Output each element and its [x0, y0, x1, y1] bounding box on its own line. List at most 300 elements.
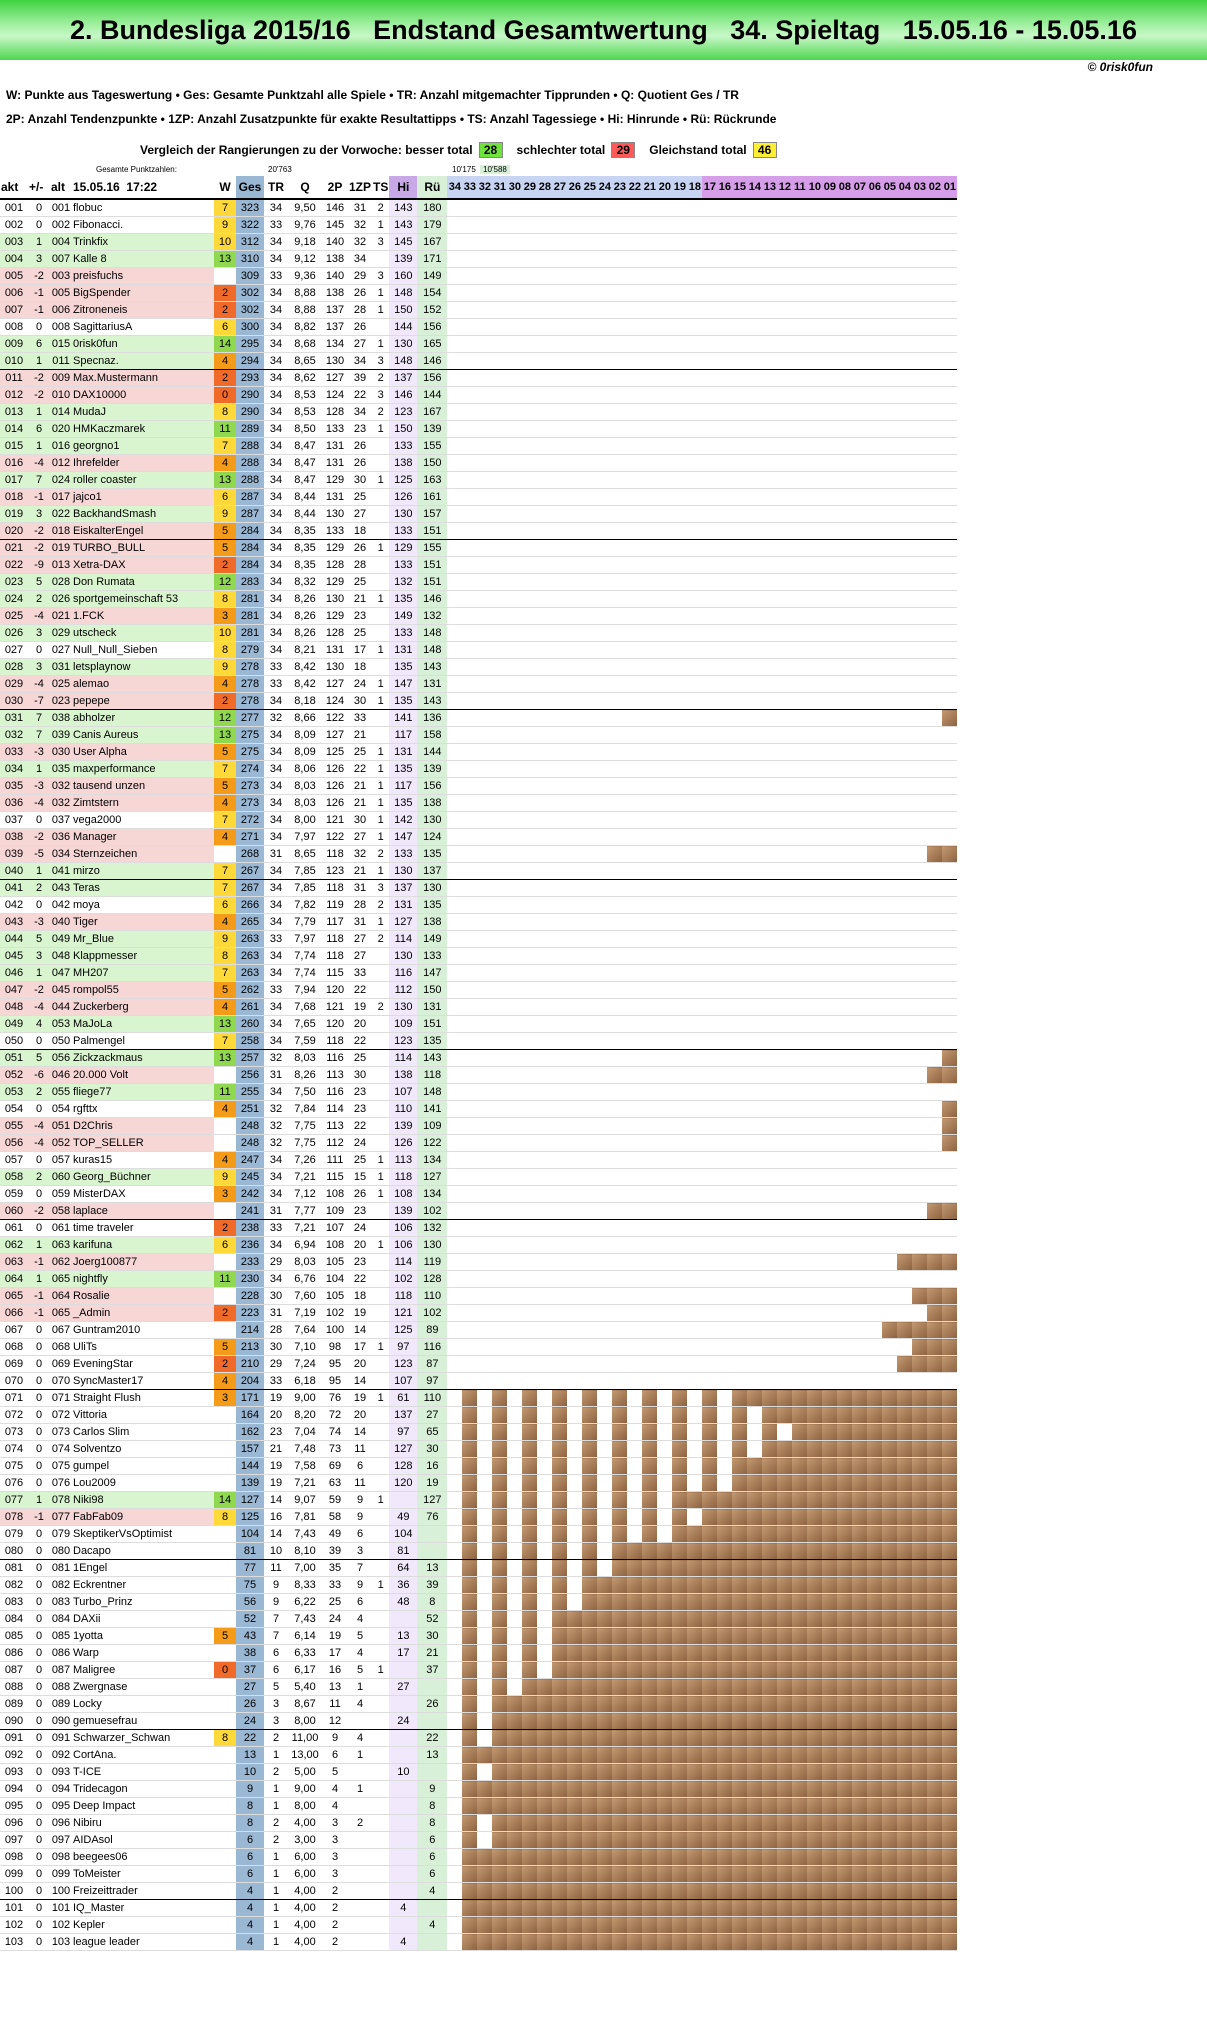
round-cell — [447, 1084, 462, 1101]
round-cell — [762, 1713, 777, 1730]
table-row — [0, 1237, 957, 1254]
round-cell — [597, 693, 612, 710]
round-cell — [942, 1288, 957, 1305]
rank-change: -3 — [28, 778, 50, 795]
second-half: 156 — [417, 778, 447, 795]
round-cell — [762, 625, 777, 642]
round-cell — [447, 795, 462, 812]
round-cell — [942, 744, 957, 761]
rounds: 34 — [264, 353, 288, 370]
round-cell — [822, 1169, 837, 1186]
round-cell — [507, 1135, 522, 1152]
round-cell — [672, 370, 687, 387]
rank-previous: 086 — [50, 1645, 72, 1662]
total-points: 241 — [236, 1203, 264, 1220]
round-cell — [777, 1611, 792, 1628]
round-cell — [747, 727, 762, 744]
round-cell — [477, 1713, 492, 1730]
round-cell — [927, 965, 942, 982]
round-cell — [522, 1492, 537, 1509]
round-cell — [612, 489, 627, 506]
round-cell — [552, 1152, 567, 1169]
round-cell — [672, 1339, 687, 1356]
round-cell — [522, 1441, 537, 1458]
round-cell — [882, 676, 897, 693]
round-cell — [522, 472, 537, 489]
round-cell — [852, 421, 867, 438]
round-cell — [702, 1135, 717, 1152]
round-cell — [462, 1271, 477, 1288]
rounds: 32 — [264, 1101, 288, 1118]
round-cell — [717, 1764, 732, 1781]
round-cell — [792, 1594, 807, 1611]
round-cell — [822, 1016, 837, 1033]
tendency-points: 145 — [322, 217, 348, 234]
round-cell — [807, 1322, 822, 1339]
round-cell — [717, 353, 732, 370]
round-cell — [717, 1577, 732, 1594]
round-cell — [447, 1645, 462, 1662]
day-wins — [372, 455, 389, 472]
round-cell — [882, 591, 897, 608]
day-wins: 1 — [372, 1662, 389, 1679]
round-cell — [552, 1407, 567, 1424]
round-cell — [492, 1084, 507, 1101]
round-cell — [567, 268, 582, 285]
round-cell — [762, 1220, 777, 1237]
round-header: 01 — [942, 176, 957, 199]
round-cell — [897, 1509, 912, 1526]
exact-points: 31 — [348, 199, 372, 217]
round-cell — [792, 1560, 807, 1577]
round-cell — [537, 199, 552, 217]
rank-change: 7 — [28, 727, 50, 744]
round-cell — [552, 472, 567, 489]
tendency-points: 128 — [322, 404, 348, 421]
round-cell — [882, 1696, 897, 1713]
round-cell — [672, 455, 687, 472]
round-cell — [672, 1781, 687, 1798]
round-cell — [567, 1900, 582, 1917]
total-points: 263 — [236, 965, 264, 982]
round-cell — [777, 1764, 792, 1781]
round-cell — [777, 1509, 792, 1526]
round-cell — [717, 1611, 732, 1628]
round-cell — [717, 1305, 732, 1322]
round-cell — [672, 353, 687, 370]
round-cell — [762, 251, 777, 268]
round-cell — [657, 1747, 672, 1764]
round-cell — [822, 1475, 837, 1492]
round-cell — [462, 421, 477, 438]
second-half: 148 — [417, 1084, 447, 1101]
round-cell — [537, 744, 552, 761]
round-cell — [672, 1373, 687, 1390]
round-cell — [897, 1730, 912, 1747]
total-points: 248 — [236, 1135, 264, 1152]
round-cell — [807, 1288, 822, 1305]
round-cell — [927, 1339, 942, 1356]
round-cell — [522, 1560, 537, 1577]
first-half: 139 — [389, 1203, 417, 1220]
round-cell — [507, 387, 522, 404]
total-points: 281 — [236, 625, 264, 642]
first-half: 117 — [389, 727, 417, 744]
round-cell — [852, 1322, 867, 1339]
round-cell — [702, 1339, 717, 1356]
round-cell — [747, 1900, 762, 1917]
rank-change: 0 — [28, 1475, 50, 1492]
round-cell — [462, 557, 477, 574]
round-cell — [852, 1050, 867, 1067]
round-cell — [447, 574, 462, 591]
round-cell — [927, 693, 942, 710]
round-cell — [777, 302, 792, 319]
round-cell — [552, 1815, 567, 1832]
round-cell — [687, 1016, 702, 1033]
rank-previous: 081 — [50, 1560, 72, 1577]
round-cell — [732, 863, 747, 880]
round-cell — [807, 1883, 822, 1900]
total-points: 27 — [236, 1679, 264, 1696]
rank-current: 008 — [0, 319, 28, 336]
round-cell — [762, 1271, 777, 1288]
round-cell — [642, 1577, 657, 1594]
rank-previous: 076 — [50, 1475, 72, 1492]
round-cell — [777, 897, 792, 914]
round-cell — [687, 1169, 702, 1186]
round-cell — [522, 931, 537, 948]
round-cell — [672, 1645, 687, 1662]
round-cell — [627, 1543, 642, 1560]
second-half: 155 — [417, 438, 447, 455]
round-cell — [717, 880, 732, 897]
tendency-points: 19 — [322, 1628, 348, 1645]
table-row — [0, 268, 957, 285]
round-cell — [717, 1237, 732, 1254]
round-cell — [492, 676, 507, 693]
round-cell — [657, 710, 672, 727]
round-header: 22 — [627, 176, 642, 199]
round-cell — [747, 1084, 762, 1101]
second-half: 118 — [417, 1067, 447, 1084]
first-half: 133 — [389, 846, 417, 863]
round-cell — [717, 1271, 732, 1288]
round-cell — [747, 1305, 762, 1322]
round-cell — [477, 1662, 492, 1679]
round-cell — [672, 1135, 687, 1152]
round-cell — [837, 574, 852, 591]
round-cell — [777, 1713, 792, 1730]
round-cell — [462, 1016, 477, 1033]
round-cell — [822, 1186, 837, 1203]
day-points: 8 — [214, 642, 236, 659]
round-cell — [477, 982, 492, 999]
round-cell — [897, 1084, 912, 1101]
round-cell — [492, 693, 507, 710]
round-cell — [702, 1628, 717, 1645]
round-cell — [492, 1781, 507, 1798]
round-cell — [762, 489, 777, 506]
round-cell — [897, 1628, 912, 1645]
round-cell — [762, 387, 777, 404]
round-cell — [867, 931, 882, 948]
round-cell — [612, 1475, 627, 1492]
round-cell — [492, 1050, 507, 1067]
round-cell — [597, 1067, 612, 1084]
rank-previous: 049 — [50, 931, 72, 948]
round-cell — [837, 1883, 852, 1900]
round-cell — [567, 727, 582, 744]
round-cell — [462, 1560, 477, 1577]
rank-previous: 018 — [50, 523, 72, 540]
round-cell — [687, 336, 702, 353]
round-cell — [702, 1118, 717, 1135]
round-cell — [777, 438, 792, 455]
round-cell — [627, 1696, 642, 1713]
round-cell — [657, 676, 672, 693]
round-cell — [852, 1764, 867, 1781]
round-cell — [822, 659, 837, 676]
round-cell — [777, 1288, 792, 1305]
round-cell — [942, 1118, 957, 1135]
second-half: 157 — [417, 506, 447, 523]
round-cell — [672, 217, 687, 234]
round-cell — [552, 1237, 567, 1254]
round-cell — [492, 234, 507, 251]
rounds: 34 — [264, 693, 288, 710]
table-row — [0, 795, 957, 812]
rank-current: 076 — [0, 1475, 28, 1492]
round-cell — [882, 846, 897, 863]
round-cell — [627, 676, 642, 693]
round-cell — [927, 404, 942, 421]
round-cell — [552, 608, 567, 625]
round-cell — [702, 710, 717, 727]
day-points: 9 — [214, 1169, 236, 1186]
round-cell — [597, 931, 612, 948]
day-points: 6 — [214, 319, 236, 336]
round-cell — [477, 523, 492, 540]
first-half: 141 — [389, 710, 417, 727]
table-row — [0, 217, 957, 234]
round-cell — [567, 1373, 582, 1390]
round-cell — [507, 1407, 522, 1424]
round-cell — [537, 846, 552, 863]
round-cell — [507, 1747, 522, 1764]
table-row — [0, 336, 957, 353]
tendency-points: 138 — [322, 285, 348, 302]
rank-current: 084 — [0, 1611, 28, 1628]
tendency-points: 127 — [322, 676, 348, 693]
round-cell — [942, 1611, 957, 1628]
round-cell — [732, 1560, 747, 1577]
rounds: 34 — [264, 863, 288, 880]
round-cell — [657, 1458, 672, 1475]
day-points — [214, 1407, 236, 1424]
round-cell — [822, 251, 837, 268]
round-cell — [852, 880, 867, 897]
round-cell — [492, 1560, 507, 1577]
round-cell — [627, 948, 642, 965]
round-cell — [762, 353, 777, 370]
round-cell — [792, 931, 807, 948]
round-cell — [837, 710, 852, 727]
round-cell — [492, 1526, 507, 1543]
round-cell — [507, 897, 522, 914]
round-cell — [627, 846, 642, 863]
round-cell — [522, 1101, 537, 1118]
round-cell — [912, 659, 927, 676]
round-cell — [642, 1730, 657, 1747]
round-cell — [447, 1101, 462, 1118]
round-cell — [537, 421, 552, 438]
round-cell — [672, 1356, 687, 1373]
round-cell — [927, 1220, 942, 1237]
day-points — [214, 1713, 236, 1730]
round-cell — [837, 1815, 852, 1832]
round-cell — [597, 1577, 612, 1594]
round-cell — [642, 1169, 657, 1186]
round-cell — [477, 795, 492, 812]
round-cell — [747, 1849, 762, 1866]
round-cell — [642, 1271, 657, 1288]
rank-previous: 022 — [50, 506, 72, 523]
round-cell — [747, 1441, 762, 1458]
round-cell — [792, 999, 807, 1016]
rank-change: -5 — [28, 846, 50, 863]
round-cell — [912, 268, 927, 285]
round-cell — [867, 1662, 882, 1679]
round-cell — [732, 1543, 747, 1560]
round-cell — [567, 438, 582, 455]
round-cell — [657, 1934, 672, 1951]
round-cell — [462, 472, 477, 489]
exact-points: 1 — [348, 1781, 372, 1798]
table-row — [0, 1832, 957, 1849]
round-cell — [837, 540, 852, 557]
round-cell — [867, 1237, 882, 1254]
round-cell — [612, 1934, 627, 1951]
player-name: Zuckerberg — [72, 999, 214, 1016]
round-cell — [507, 1526, 522, 1543]
rank-change: -6 — [28, 1067, 50, 1084]
round-cell — [867, 761, 882, 778]
round-cell — [507, 591, 522, 608]
round-cell — [867, 625, 882, 642]
round-cell — [732, 914, 747, 931]
round-cell — [522, 1288, 537, 1305]
exact-points: 9 — [348, 1509, 372, 1526]
first-half: 130 — [389, 948, 417, 965]
round-cell — [762, 1101, 777, 1118]
first-half: 139 — [389, 1118, 417, 1135]
round-cell — [837, 727, 852, 744]
round-cell — [462, 1169, 477, 1186]
rank-current: 042 — [0, 897, 28, 914]
round-cell — [792, 642, 807, 659]
round-cell — [477, 1764, 492, 1781]
table-row — [0, 1475, 957, 1492]
round-cell — [552, 897, 567, 914]
round-cell — [582, 676, 597, 693]
round-cell — [897, 625, 912, 642]
round-cell — [777, 1577, 792, 1594]
round-cell — [942, 591, 957, 608]
round-cell — [702, 1934, 717, 1951]
round-cell — [792, 914, 807, 931]
rank-previous: 046 — [50, 1067, 72, 1084]
round-cell — [612, 1169, 627, 1186]
rounds: 34 — [264, 727, 288, 744]
round-cell — [837, 1169, 852, 1186]
copyright: © 0risk0fun — [1087, 60, 1153, 74]
table-row — [0, 1917, 957, 1934]
round-cell — [837, 1118, 852, 1135]
round-cell — [942, 370, 957, 387]
round-cell — [597, 625, 612, 642]
round-cell — [942, 1339, 957, 1356]
round-cell — [912, 880, 927, 897]
round-cell — [942, 1594, 957, 1611]
round-cell — [762, 1645, 777, 1662]
tendency-points: 116 — [322, 1084, 348, 1101]
round-cell — [567, 1424, 582, 1441]
round-cell — [717, 1016, 732, 1033]
round-cell — [807, 1373, 822, 1390]
exact-points: 19 — [348, 999, 372, 1016]
round-cell — [762, 795, 777, 812]
rounds: 34 — [264, 523, 288, 540]
round-cell — [882, 1747, 897, 1764]
round-cell — [492, 1271, 507, 1288]
round-cell — [582, 1815, 597, 1832]
round-cell — [717, 336, 732, 353]
round-cell — [792, 812, 807, 829]
round-cell — [552, 438, 567, 455]
round-cell — [477, 1339, 492, 1356]
round-cell — [837, 251, 852, 268]
tendency-points: 120 — [322, 1016, 348, 1033]
round-cell — [522, 1135, 537, 1152]
round-cell — [852, 1271, 867, 1288]
round-cell — [702, 1917, 717, 1934]
player-name: Palmengel — [72, 1033, 214, 1050]
round-cell — [612, 1917, 627, 1934]
exact-points — [348, 1764, 372, 1781]
round-cell — [837, 319, 852, 336]
round-cell — [852, 1016, 867, 1033]
rank-current: 054 — [0, 1101, 28, 1118]
total-points: 294 — [236, 353, 264, 370]
round-cell — [867, 999, 882, 1016]
rank-previous: 100 — [50, 1883, 72, 1900]
first-half: 123 — [389, 1356, 417, 1373]
round-cell — [462, 1458, 477, 1475]
round-cell — [717, 795, 732, 812]
quotient: 8,03 — [288, 1254, 322, 1271]
round-cell — [717, 1288, 732, 1305]
rank-change: -3 — [28, 914, 50, 931]
round-cell — [642, 1509, 657, 1526]
round-cell — [927, 268, 942, 285]
round-cell — [507, 1696, 522, 1713]
round-cell — [792, 608, 807, 625]
round-cell — [597, 1628, 612, 1645]
rank-change: 1 — [28, 438, 50, 455]
rank-change: 0 — [28, 1220, 50, 1237]
round-cell — [552, 1900, 567, 1917]
